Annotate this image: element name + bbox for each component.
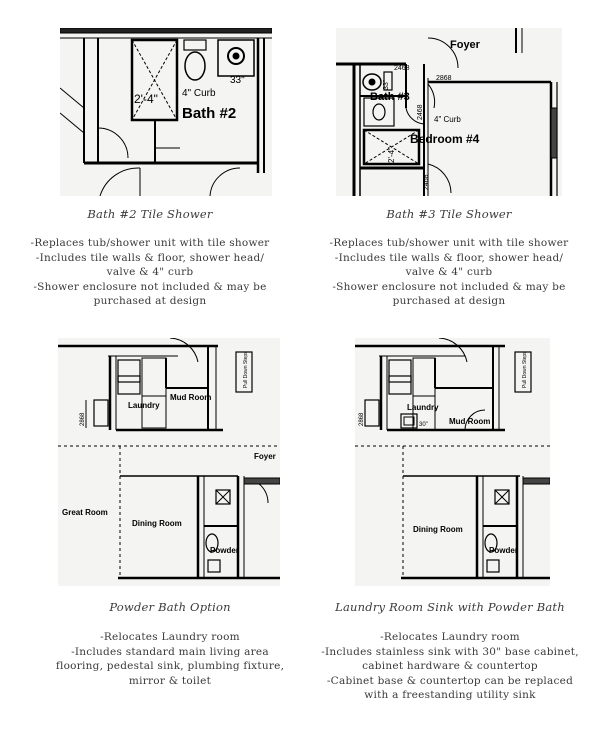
bath3-room-label: Bath #3 xyxy=(370,91,410,103)
bath2-width-label: 2'-4" xyxy=(134,92,158,106)
sink-diningroom-label: Dining Room xyxy=(413,525,463,534)
powder-line-2: -Includes standard main living area xyxy=(71,645,269,658)
bath2-line-5: purchased at design xyxy=(93,295,207,307)
bath3-caption: Bath #3 Tile Shower xyxy=(386,207,512,221)
laundry-sink-line-4: -Cabinet base & countertop can be replaced xyxy=(326,674,574,687)
bath2-line-4: -Shower enclosure not included & may be xyxy=(33,280,267,293)
bath3-line-2: -Includes tile walls & floor, shower head/ xyxy=(334,251,564,264)
powder-line-1: -Relocates Laundry room xyxy=(100,631,240,643)
sink-mudroom-label: Mud Room xyxy=(449,417,491,426)
powder-diningroom-label: Dining Room xyxy=(132,519,182,528)
laundry-sink-line-5: with a freestanding utility sink xyxy=(364,689,536,701)
powder-laundry-label: Laundry xyxy=(128,401,160,410)
bath3-width-label: 2'-4" xyxy=(387,147,396,163)
powder-mudroom-label: Mud Room xyxy=(170,393,212,402)
powder-caption: Powder Bath Option xyxy=(109,600,231,614)
bath3-line-1: -Replaces tub/shower unit with tile shower xyxy=(329,237,569,249)
bath3-line-4: -Shower enclosure not included & may be xyxy=(332,280,566,293)
bath2-curb-label: 4" Curb xyxy=(182,88,216,99)
powder-room-label: Powder xyxy=(210,546,239,555)
sink-pulldown-label: Pull Down Steps xyxy=(522,351,528,388)
bath3-vanity-label: 33" xyxy=(383,79,390,90)
bath2-line-2: -Includes tile walls & floor, shower head/ xyxy=(35,251,265,264)
bath2-line-3: valve & 4" curb xyxy=(106,266,194,278)
bath2-vanity-label: 33" xyxy=(230,75,245,86)
bath3-door-label-4: 2468 xyxy=(423,174,430,190)
sink-door-label: 2868 xyxy=(359,412,365,426)
laundry-sink-caption: Laundry Room Sink with Powder Bath xyxy=(335,600,565,614)
powder-line-3: flooring, pedestal sink, plumbing fixture, xyxy=(55,660,285,672)
powder-floor-plan xyxy=(58,338,280,586)
laundry-sink-line-1: -Relocates Laundry room xyxy=(380,631,520,643)
powder-foyer-label: Foyer xyxy=(254,452,276,461)
laundry-sink-line-3: cabinet hardware & countertop xyxy=(362,660,538,672)
bath3-line-3: valve & 4" curb xyxy=(405,266,493,278)
sink-size-label: 30" xyxy=(419,422,428,428)
powder-greatroom-label: Great Room xyxy=(62,508,108,517)
powder-description xyxy=(30,630,310,688)
bath3-door-label-1: 2468 xyxy=(394,65,410,72)
sink-powder-label: Powder xyxy=(489,546,518,555)
bedroom4-label: Bedroom #4 xyxy=(410,132,480,146)
bath2-line-1: -Replaces tub/shower unit with tile shower xyxy=(30,237,270,249)
laundry-sink-line-2: -Includes stainless sink with 30" base cabinet, xyxy=(321,645,579,658)
bath2-floor-plan xyxy=(60,28,272,196)
bath2-description xyxy=(18,236,282,309)
bath3-door-label-2: 2868 xyxy=(436,75,452,82)
bath2-room-label: Bath #2 xyxy=(182,105,237,122)
bath3-line-5: purchased at design xyxy=(392,295,506,307)
laundry-sink-floor-plan xyxy=(355,338,550,586)
bath2-caption: Bath #2 Tile Shower xyxy=(87,207,213,221)
bath3-floor-plan xyxy=(336,28,562,196)
sink-laundry-label: Laundry xyxy=(407,403,439,412)
bath3-foyer-label: Foyer xyxy=(450,39,480,51)
bath3-door-label-3: 2468 xyxy=(417,104,424,120)
bath3-curb-label: 4" Curb xyxy=(434,115,461,124)
powder-door-label: 2868 xyxy=(80,412,86,426)
laundry-sink-description xyxy=(310,630,590,703)
powder-line-4: mirror & toilet xyxy=(128,674,212,687)
powder-pulldown-label: Pull Down Steps xyxy=(243,351,249,388)
bath3-description xyxy=(317,236,581,309)
